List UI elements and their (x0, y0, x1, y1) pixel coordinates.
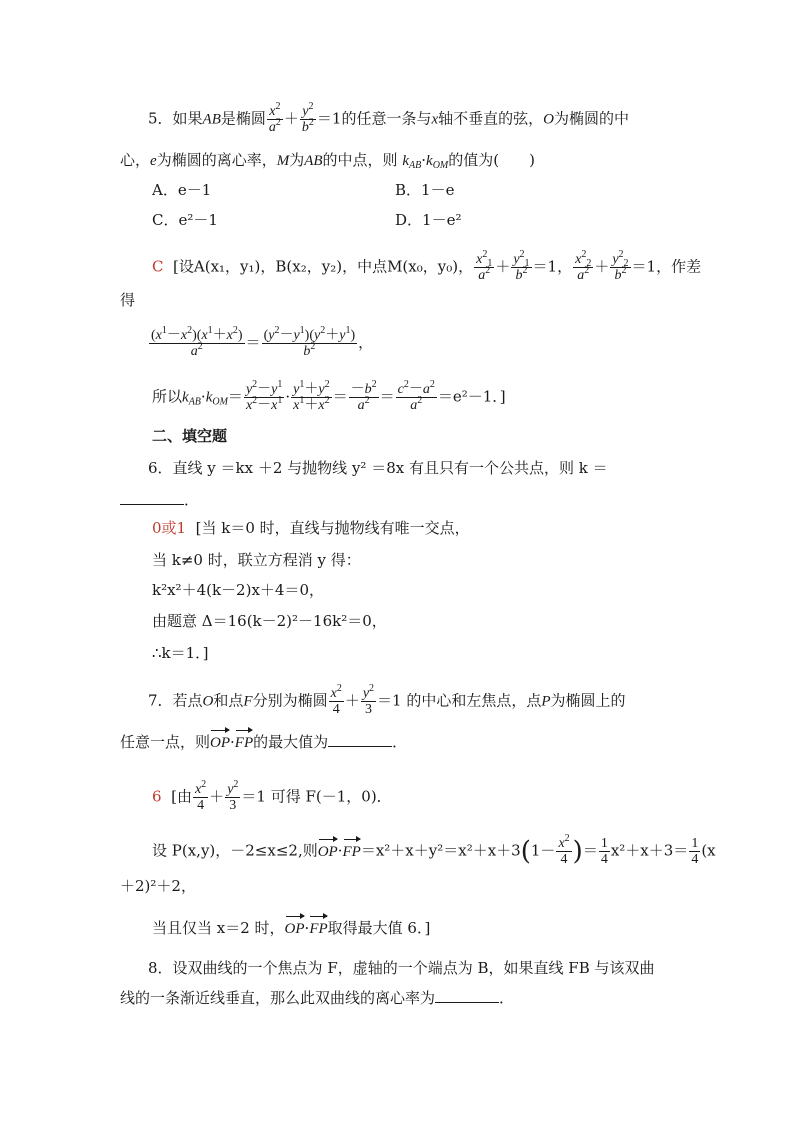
q6-stem-line1: 6．直线 y ＝kx ＋2 与抛物线 y² ＝8x 有且只有一个公共点，则 k ＝ (148, 459, 608, 477)
ellipse-fraction-y: $\frac{y^2}{b^2}$ (301, 101, 314, 135)
q6-solution-line5: ∴k＝1．] (152, 644, 209, 662)
q7-solution-line2: 设 P(x,y)，－2≤x≤2,则OP·FP＝x²＋x＋y²＝x²＋x＋3(1－ $\frac{x^2}{4}$ )＝ $\frac{1}{4}$ x²＋x＋3＝ $\frac{1}{4}$ (x (152, 833, 716, 867)
q7-answer: 6 (152, 787, 162, 806)
q5-option-c: C．e²－1 (152, 211, 218, 229)
q7-answer-blank[interactable] (328, 732, 392, 747)
q8-answer-blank[interactable] (435, 988, 499, 1003)
q7-stem-line2: 任意一点，则OP·FP的最大值为 ． (120, 733, 408, 751)
q5-option-d: D．1－e² (395, 211, 462, 229)
q6-answer: 0或1 (152, 519, 187, 537)
q7-solution-line4: 当且仅当 x＝2 时，OP·FP取得最大值 6．] (152, 919, 431, 937)
q7-stem-line1: 7．若点O和点F分别为椭圆 $\frac{x^2}{4}$ ＋ $\frac{y^2}{3}$ ＝1 的中心和左焦点，点P为椭圆上的 (148, 683, 626, 717)
q5-stem-line2: 心，e为椭圆的离心率，M为AB的中点，则 $k_{AB}\cdot k_{OM}$的值为( ) (120, 151, 535, 171)
ellipse-fraction-x: $\frac{x^2}{a^2}$ (268, 101, 281, 135)
q7-solution-line3: ＋2)²＋2， (120, 877, 196, 895)
q5-stem-line1: 5．如果AB是椭圆 $\frac{x^2}{a^2}$ ＋ $\frac{y^2}{b^2}$ ＝1的任意一条与x轴不垂直的弦，O为椭圆的中 (148, 101, 630, 135)
q6-solution-line1: 0或1 [当 k＝0 时，直线与抛物线有唯一交点， (152, 519, 470, 537)
q6-solution-line4: 由题意 Δ＝16(k－2)²－16k²＝0， (152, 612, 387, 630)
q8-stem-line1: 8．设双曲线的一个焦点为 F，虚轴的一个端点为 B，如果直线 FB 与该双曲 (148, 959, 655, 977)
q6-answer-blank[interactable] (120, 490, 184, 505)
q7-solution-line1: 6 [由 $\frac{x^2}{4}$ ＋ $\frac{y^2}{3}$ ＝1 可得 F(－1，0)． (152, 779, 392, 813)
q5-solution-line3: $\frac{(x^1-x^2)(x^1+x^2)}{a^2}$ ＝ $\frac{(y^2-y^1)(y^2+y^1)}{b^2}$ ， (151, 325, 374, 359)
q5-answer: C (152, 257, 164, 276)
q5-solution-line2: 得 (120, 291, 136, 309)
q8-stem-line2: 线的一条渐近线垂直，那么此双曲线的离心率为 ． (120, 989, 515, 1007)
q5-option-a: A．e－1 (152, 181, 212, 199)
section-title-fill-in: 二、填空题 (152, 427, 228, 445)
q5-option-b: B．1－e (395, 181, 455, 199)
q6-solution-line2: 当 k≠0 时，联立方程消 y 得： (152, 551, 361, 569)
q6-stem-line2: ． (120, 490, 199, 510)
q5-solution-line4: 所以$k_{AB}\cdot k_{OM}=$ $\frac{y^2-y^1}{x^2-x^1}$ · $\frac{y^1+y^2}{x^1+x^2}$ ＝ $\frac{-b^2}{a^2}$ ＝ $\frac{c^2-a^2}{a^2}$ ＝e²－1．] (152, 379, 506, 413)
q5-solution-line1: C [设A(x₁，y₁)，B(x₂，y₂)，中点M(x₀，y₀)， $\frac{x^2_1}{a^2}$ ＋ $\frac{y^2_1}{b^2}$ ＝1， $\frac{x^2_2}{a^2}$ ＋ $\frac{y^2_2}{b^2}$ ＝1，作差 (152, 249, 702, 283)
q6-solution-line3: k²x²＋4(k－2)x＋4＝0， (152, 581, 325, 599)
